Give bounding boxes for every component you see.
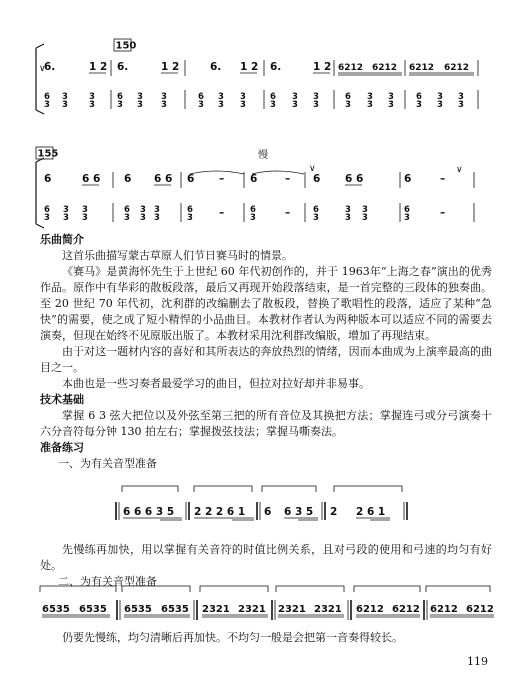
practice-heading: 准备练习	[40, 441, 84, 454]
practice-item1: 一、为有关音型准备	[58, 457, 157, 470]
svg-text:3: 3	[367, 92, 373, 102]
svg-text:6: 6	[313, 173, 321, 185]
svg-text:6: 6	[416, 92, 422, 102]
svg-text:6.: 6.	[117, 61, 129, 73]
svg-text:1 2: 1 2	[161, 61, 180, 73]
svg-text:6535: 6535	[42, 604, 70, 615]
svg-text:3: 3	[437, 92, 443, 102]
intro-p2: 《赛马》是黄海怀先生于上世纪 60 年代初创作的，并于 1963年“上海之春”演出的优秀作品。原作中有华彩的散板段落，最后又再现开始段落结束，是一首完整的三段体的独奏曲。至 20 世纪 70 年代初，沈利群的改编删去了散板段，替换了歌唱性的段落，适应了某种“急快”的需要，使之成了短小精悍的小品曲目。本教材作者认为两种版本可以适应不同的需要去演奏，但现在始终不见原版出版了。本教材采用沈利群改编版，增加了再现结束。	[40, 265, 492, 342]
technique-heading: 技术基础	[40, 393, 84, 406]
svg-text:6: 6	[270, 92, 276, 102]
svg-text:3: 3	[124, 213, 130, 223]
svg-text:6: 6	[345, 92, 351, 102]
svg-text:6.: 6.	[210, 61, 222, 73]
svg-text:∨: ∨	[309, 164, 316, 174]
svg-text:3: 3	[313, 100, 319, 110]
upper-voice-1	[39, 60, 478, 76]
exercise-2	[40, 586, 494, 620]
svg-text:6212: 6212	[356, 604, 384, 615]
practice-note2-block	[40, 630, 492, 646]
svg-text:3: 3	[63, 213, 69, 223]
svg-text:3: 3	[154, 213, 160, 223]
svg-text:1 2: 1 2	[313, 61, 332, 73]
svg-text:3: 3	[218, 100, 224, 110]
svg-text:6212: 6212	[430, 604, 458, 615]
svg-text:3: 3	[117, 100, 123, 110]
practice-item2: 二、为有关音型准备	[58, 575, 157, 588]
svg-text:6212: 6212	[466, 604, 494, 615]
svg-text:3: 3	[388, 92, 394, 102]
svg-text:3: 3	[362, 213, 368, 223]
svg-text:6535: 6535	[79, 604, 107, 615]
svg-text:3: 3	[270, 100, 276, 110]
svg-text:2321: 2321	[278, 604, 306, 615]
svg-text:3: 3	[458, 92, 464, 102]
measure-number-150: 150	[115, 40, 137, 52]
svg-text:6 6: 6 6	[82, 173, 101, 185]
measure-number-155: 155	[37, 148, 59, 160]
svg-text:6: 6	[44, 92, 50, 102]
svg-text:3: 3	[388, 100, 394, 110]
svg-text:6 6 6 3 5: 6 6 6 3 5	[123, 506, 175, 518]
svg-text:2321: 2321	[238, 604, 266, 615]
svg-text:6: 6	[44, 205, 50, 215]
svg-text:3: 3	[82, 213, 88, 223]
svg-text:2: 2	[330, 506, 338, 518]
svg-text:3: 3	[154, 205, 160, 215]
svg-text:3: 3	[89, 92, 95, 102]
system-1	[36, 39, 478, 114]
svg-text:2321: 2321	[202, 604, 230, 615]
svg-text:3: 3	[198, 100, 204, 110]
svg-text:6: 6	[187, 205, 193, 215]
svg-text:3: 3	[345, 100, 351, 110]
svg-text:3: 3	[313, 92, 319, 102]
system-2	[36, 147, 474, 228]
svg-text:3: 3	[345, 213, 351, 223]
svg-text:6535: 6535	[161, 604, 189, 615]
svg-text:3: 3	[345, 205, 351, 215]
svg-text:3: 3	[240, 92, 246, 102]
practice-note2: 仍要先慢练，均匀清晰后再加快。不均匀一般是会把第一音奏得较长。	[62, 631, 403, 644]
lower-voice-1	[44, 90, 478, 110]
practice-note1-block	[40, 542, 492, 590]
svg-text:3: 3	[137, 100, 143, 110]
svg-text:6212: 6212	[338, 63, 364, 73]
svg-text:3: 3	[250, 213, 256, 223]
svg-text:–: –	[285, 173, 291, 185]
svg-text:6: 6	[187, 173, 195, 185]
svg-text:3: 3	[82, 205, 88, 215]
exercise-1	[116, 486, 407, 520]
svg-text:3: 3	[404, 213, 410, 223]
svg-text:∨: ∨	[39, 64, 46, 74]
svg-text:6: 6	[404, 205, 410, 215]
svg-text:3: 3	[240, 100, 246, 110]
svg-text:6.: 6.	[44, 61, 56, 73]
svg-text:∨: ∨	[456, 165, 463, 175]
svg-text:3: 3	[161, 92, 167, 102]
svg-text:6: 6	[264, 506, 272, 518]
svg-text:2 2 2 6 1: 2 2 2 6 1	[194, 506, 246, 518]
svg-text:3: 3	[137, 92, 143, 102]
svg-text:3: 3	[292, 100, 298, 110]
svg-text:–: –	[219, 173, 225, 185]
svg-text:6: 6	[124, 205, 130, 215]
svg-text:2 6 1: 2 6 1	[356, 506, 386, 518]
svg-text:6: 6	[198, 92, 204, 102]
svg-text:3: 3	[313, 213, 319, 223]
svg-text:3: 3	[62, 92, 68, 102]
intro-p1: 这首乐曲描写蒙古草原人们节日赛马时的情景。	[62, 249, 293, 262]
intro-p4: 本曲也是一些习奏者最爱学习的曲目，但拉对拉好却并非易事。	[62, 377, 370, 390]
svg-text:6: 6	[124, 173, 132, 185]
svg-text:3: 3	[44, 100, 50, 110]
tempo-mark: 慢	[258, 150, 268, 161]
svg-text:3: 3	[437, 100, 443, 110]
svg-text:3: 3	[140, 213, 146, 223]
svg-text:6212: 6212	[372, 63, 398, 73]
lower-voice-2	[44, 203, 474, 223]
intro-heading: 乐曲简介	[40, 233, 84, 246]
svg-text:3: 3	[161, 100, 167, 110]
svg-text:6212: 6212	[444, 63, 470, 73]
svg-text:6: 6	[404, 173, 412, 185]
upper-voice-2	[44, 164, 474, 188]
svg-text:1 2: 1 2	[89, 61, 108, 73]
page-number: 119	[467, 655, 488, 668]
svg-text:1 2: 1 2	[240, 61, 259, 73]
intro-section	[40, 232, 492, 472]
svg-text:6212: 6212	[392, 604, 420, 615]
svg-text:3: 3	[458, 100, 464, 110]
technique-p1: 掌握 6 3 弦大把位以及外弦至第三把的所有音位及其换把方法；掌握连弓或分弓演奏十六分音符每分钟 130 拍左右；掌握拨弦技法；掌握马嘶奏法。	[40, 409, 492, 438]
svg-text:3: 3	[187, 213, 193, 223]
svg-text:3: 3	[89, 100, 95, 110]
svg-text:3: 3	[362, 205, 368, 215]
svg-text:6535: 6535	[124, 604, 152, 615]
svg-text:3: 3	[292, 92, 298, 102]
svg-text:–: –	[440, 173, 446, 185]
svg-text:6: 6	[250, 205, 256, 215]
svg-text:–: –	[219, 207, 225, 219]
svg-text:6 3 5: 6 3 5	[284, 506, 314, 518]
svg-text:3: 3	[218, 92, 224, 102]
svg-text:3: 3	[44, 213, 50, 223]
svg-text:3: 3	[140, 205, 146, 215]
svg-text:6212: 6212	[409, 63, 435, 73]
svg-text:2321: 2321	[314, 604, 342, 615]
svg-text:6: 6	[250, 173, 258, 185]
svg-text:6 6: 6 6	[154, 173, 173, 185]
svg-text:6: 6	[313, 205, 319, 215]
svg-text:6.: 6.	[270, 61, 282, 73]
svg-text:3: 3	[63, 205, 69, 215]
svg-text:3: 3	[367, 100, 373, 110]
svg-text:–: –	[440, 207, 446, 219]
svg-text:6: 6	[117, 92, 123, 102]
svg-text:6 6: 6 6	[345, 173, 364, 185]
intro-p3: 由于对这一题材内容的喜好和其所表达的奔放热烈的情绪，因而本曲成为上演率最高的曲目之一。	[40, 345, 492, 374]
svg-text:6: 6	[44, 173, 52, 185]
practice-note1: 先慢练再加快，用以掌握有关音符的时值比例关系，且对弓段的使用和弓速的均匀有好处。	[40, 543, 492, 572]
svg-text:3: 3	[62, 100, 68, 110]
svg-text:–: –	[285, 207, 291, 219]
svg-text:3: 3	[416, 100, 422, 110]
